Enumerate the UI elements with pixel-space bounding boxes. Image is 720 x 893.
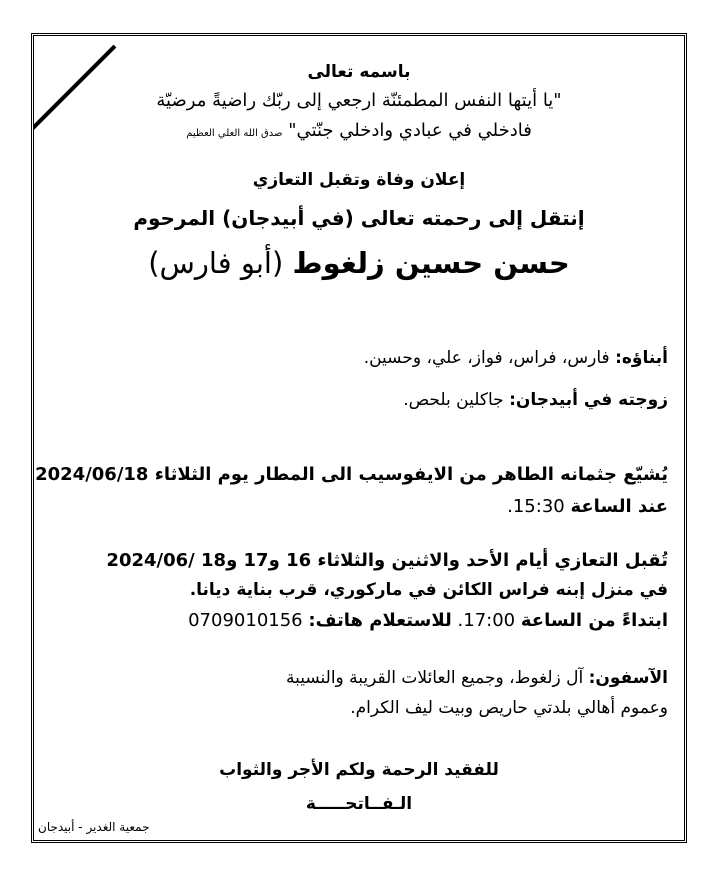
verse-attribution: صدق الله العلي العظيم xyxy=(186,128,283,139)
inquiry-phone: 0709010156 xyxy=(188,610,303,631)
condolence-start-time: 17:00. xyxy=(457,610,516,631)
moved-line: إنتقل إلى رحمته تعالى (في أبيدجان) المرحوم xyxy=(133,206,585,230)
mourners-line-1 xyxy=(36,668,682,688)
closing-line-2: الـفــاتحـــــة xyxy=(305,794,413,814)
condolence-line-2: في منزل إبنه فراس الكائن في ماركوري، قرب بناية ديانا. xyxy=(189,580,668,600)
announcement-title: إعلان وفاة وتقبل التعازي xyxy=(252,170,466,190)
funeral-time-label: عند الساعة xyxy=(570,496,668,517)
mourners-value-1: آل زلغوط، وجميع العائلات القريبة والنسيبة xyxy=(285,668,584,688)
basmala: باسمه تعالى xyxy=(307,62,411,82)
wife-line xyxy=(36,390,682,410)
sons-value: فارس، فراس، فواز، علي، وحسين. xyxy=(363,348,610,368)
inquiry-label: للاستعلام هاتف: xyxy=(308,610,452,631)
mourners-label: الآسفون: xyxy=(588,668,668,688)
closing-line-1: للفقيد الرحمة ولكم الأجر والثواب xyxy=(219,760,499,780)
deceased-name-line xyxy=(36,246,682,280)
condolence-line-1: تُقبل التعازي أيام الأحد والاثنين والثلاثاء 16 و17 و18 /2024/06 xyxy=(106,550,668,571)
sons-label: أبناؤه: xyxy=(615,348,668,368)
funeral-line-1: يُشيّع جثمانه الطاهر من الايفوسيب الى المطار يوم الثلاثاء 2024/06/18 xyxy=(35,464,668,485)
sons-line xyxy=(36,348,682,368)
verse-text-2: فادخلي في عبادي وادخلي جنّتي" xyxy=(288,120,532,141)
verse-line-1: "يا أيتها النفس المطمئنّة ارجعي إلى ربّك راضيةً مرضيّة xyxy=(156,90,562,111)
wife-value: جاكلين بلحص. xyxy=(403,390,504,410)
condolence-line-3 xyxy=(36,610,682,631)
condolence-start-label: ابتداءً من الساعة xyxy=(520,610,668,631)
funeral-time-value: 15:30. xyxy=(507,496,565,517)
announcement-frame xyxy=(31,33,687,843)
deceased-name: حسن حسين زلغوط xyxy=(292,246,570,280)
deceased-nickname: (أبو فارس) xyxy=(148,246,284,280)
wife-label: زوجته في أبيدجان: xyxy=(509,390,668,410)
funeral-line-2 xyxy=(36,496,682,517)
mourners-line-2: وعموم أهالي بلدتي حاريص وبيت ليف الكرام. xyxy=(350,698,668,718)
footer-organization: جمعية الغدير - أبيدجان xyxy=(38,820,150,834)
verse-line-2 xyxy=(36,120,682,141)
